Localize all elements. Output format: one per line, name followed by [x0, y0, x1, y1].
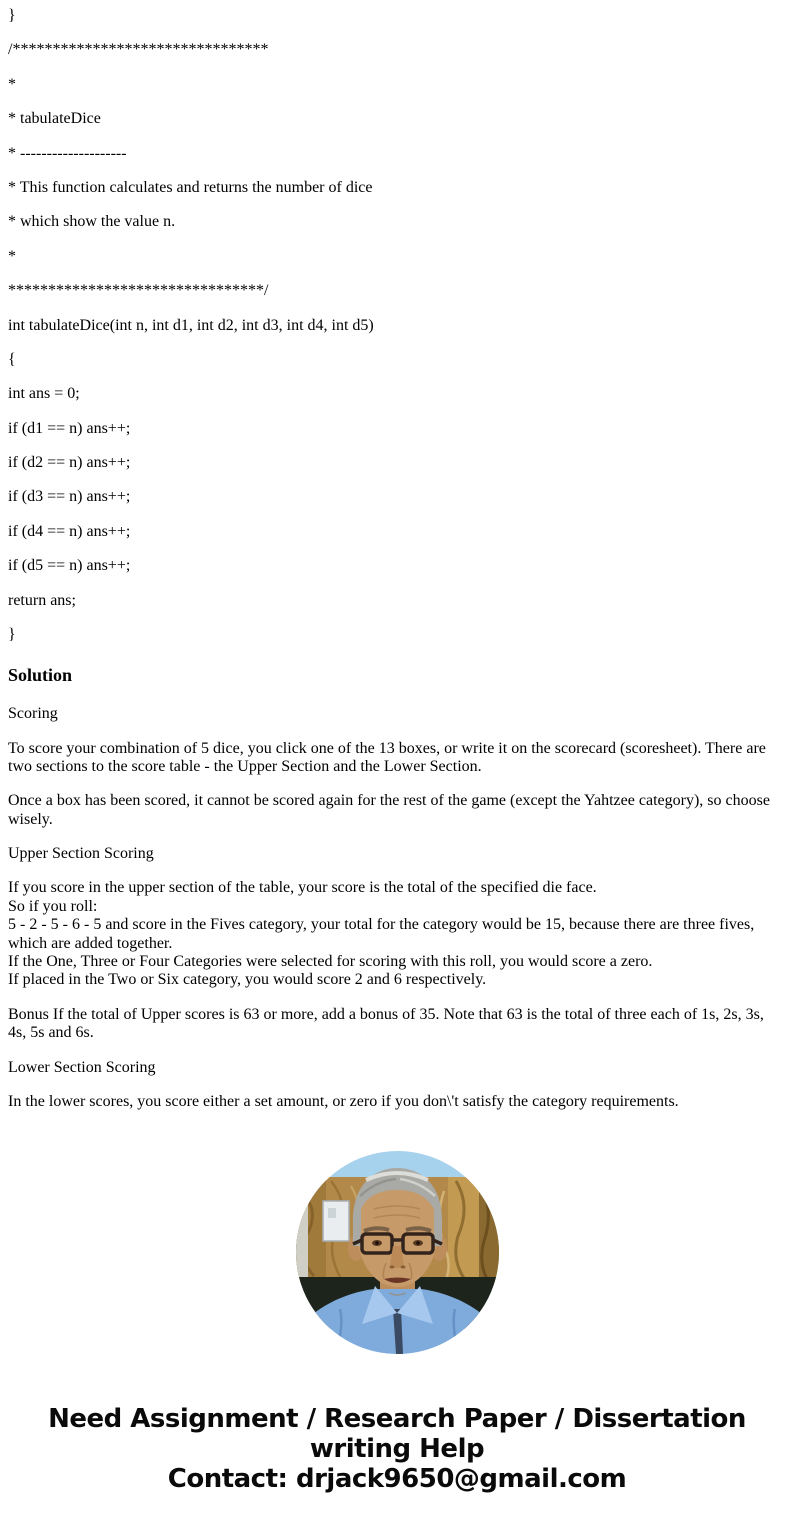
upper-section-subheading: Upper Section Scoring: [8, 845, 154, 863]
code-line: * which show the value n.: [8, 213, 176, 231]
footer-ad: [8, 1404, 786, 1494]
code-line: *: [8, 247, 16, 265]
code-line: * This function calculates and returns the number of dice: [8, 178, 373, 196]
scoring-once-paragraph: Once a box has been scored, it cannot be scored again for the rest of the game (except the Yahtzee category), so choose wisely.: [8, 792, 770, 828]
upper-section-line: So if you roll:: [8, 897, 98, 915]
footer-contact-email: Contact: drjack9650@gmail.com: [167, 1464, 627, 1495]
solution-heading: Solution: [8, 665, 73, 686]
upper-section-line: If the One, Three or Four Categories were selected for scoring with this roll, you would score a zero.: [8, 953, 653, 971]
code-line: {: [8, 350, 16, 368]
code-line: /********************************: [8, 41, 269, 59]
scoring-subheading: Scoring: [8, 705, 58, 723]
code-line: if (d1 == n) ans++;: [8, 419, 131, 437]
code-line: }: [8, 7, 16, 24]
code-line: int tabulateDice(int n, int d1, int d2, int d3, int d4, int d5): [8, 316, 374, 334]
scoring-intro-paragraph: To score your combination of 5 dice, you click one of the 13 boxes, or write it on the scorecard (scoresheet). There are two sections to the score table - the Upper Section and the Lower Section.: [8, 739, 766, 775]
code-line: ********************************/: [8, 282, 269, 300]
code-line: * --------------------: [8, 144, 127, 162]
code-line: if (d2 == n) ans++;: [8, 454, 131, 472]
upper-section-line: If you score in the upper section of the table, your score is the total of the specified die face.: [8, 879, 597, 897]
code-line: return ans;: [8, 591, 76, 609]
footer-heading-line1: Need Assignment / Research Paper / Dissertation: [48, 1404, 746, 1435]
upper-section-paragraph: [8, 879, 786, 989]
bonus-paragraph: Bonus If the total of Upper scores is 63 or more, add a bonus of 35. Note that 63 is the total of three each of 1s, 2s, 3s, 4s, 5s and 6s.: [8, 1005, 764, 1042]
lower-section-subheading: Lower Section Scoring: [8, 1058, 156, 1076]
code-line: * tabulateDice: [8, 110, 101, 128]
tutor-avatar: [8, 1151, 786, 1354]
code-line: *: [8, 75, 16, 93]
code-line: if (d4 == n) ans++;: [8, 522, 131, 540]
tutor-avatar-photo: [296, 1151, 499, 1354]
upper-section-line: If placed in the Two or Six category, you would score 2 and 6 respectively.: [8, 971, 487, 989]
code-line: if (d3 == n) ans++;: [8, 488, 131, 506]
upper-section-line: 5 - 2 - 5 - 6 - 5 and score in the Fives category, your total for the category would be 15, because there are three fives, which are added together.: [8, 916, 755, 952]
code-line: }: [8, 626, 16, 644]
code-line: int ans = 0;: [8, 385, 80, 403]
code-line: if (d5 == n) ans++;: [8, 557, 131, 575]
document-page: [0, 7, 794, 1494]
lower-section-paragraph: In the lower scores, you score either a set amount, or zero if you don\'t satisfy the category requirements.: [8, 1092, 679, 1110]
footer-heading-line2: writing Help: [309, 1434, 485, 1465]
